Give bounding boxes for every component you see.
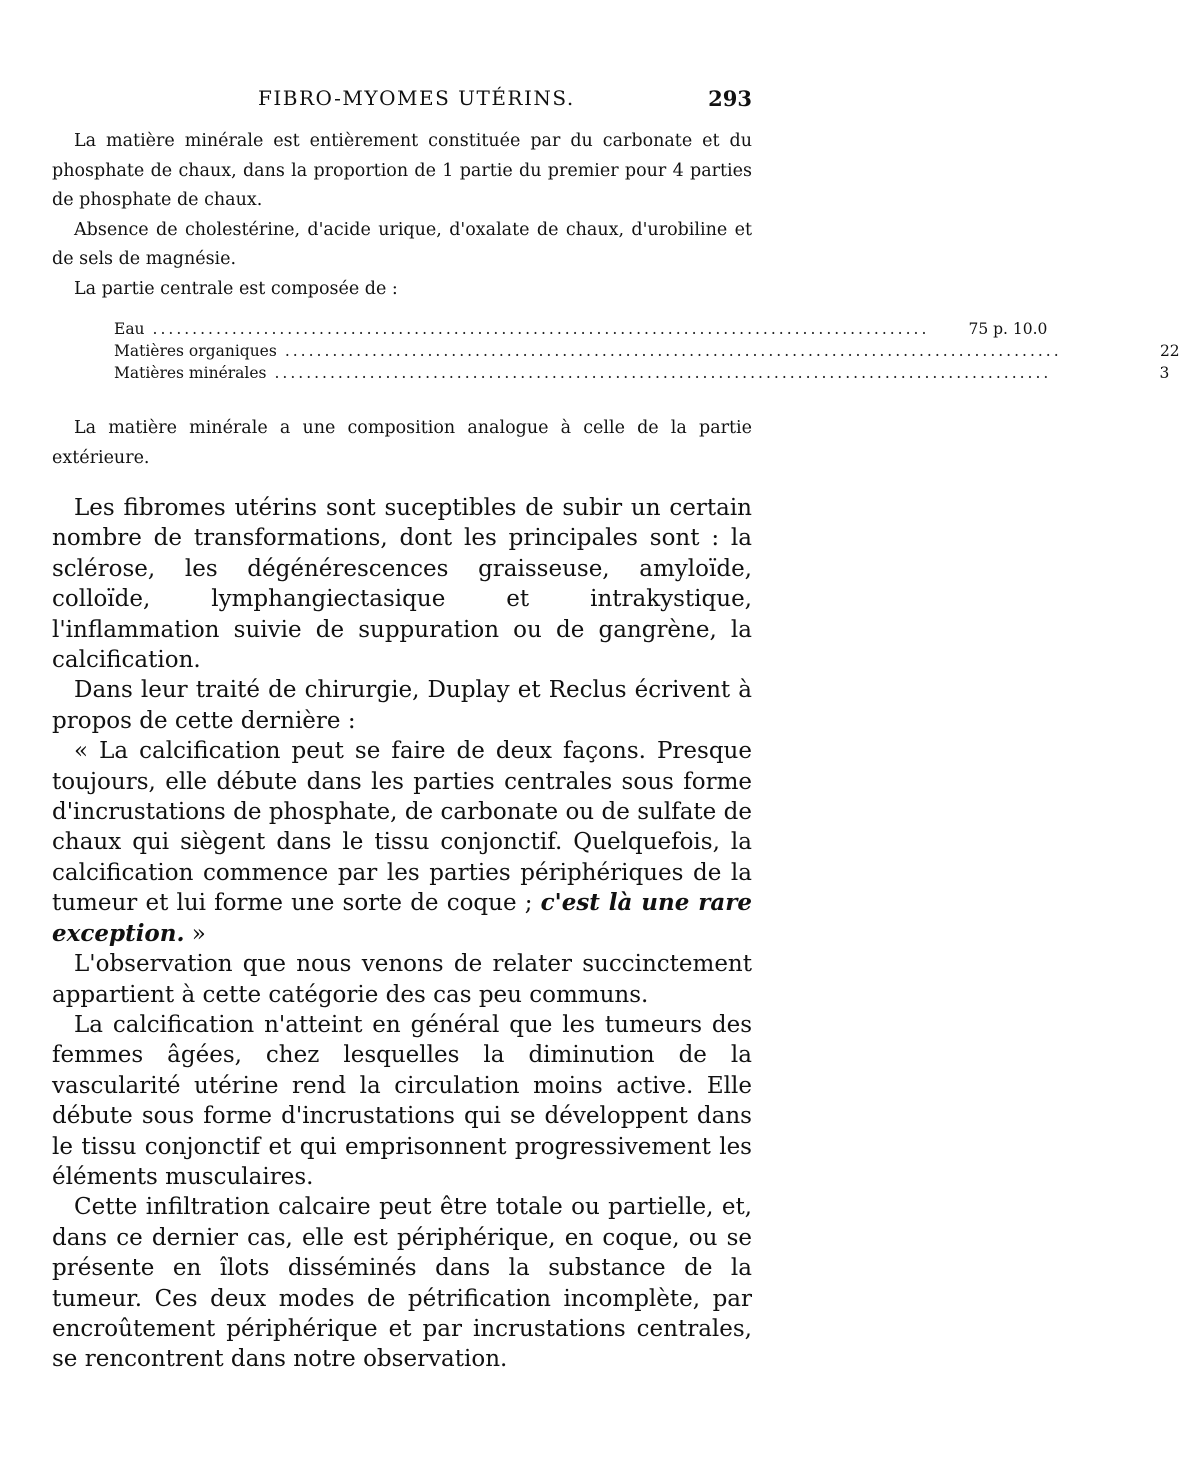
- paragraph-central-part: La partie centrale est composée de :: [74, 278, 398, 299]
- composition-value: 3: [1159, 364, 1170, 382]
- composition-label: Eau: [114, 320, 145, 338]
- composition-label: Matières minérales: [114, 364, 267, 382]
- composition-row: [114, 340, 1180, 362]
- paragraph-quotation: [52, 736, 752, 949]
- composition-row: [114, 362, 1170, 384]
- main-text: [52, 493, 752, 1375]
- paragraph-observation: L'observation que nous venons de relater succinctement appartient à cette catégorie des cas peu communs.: [52, 951, 752, 1008]
- composition-table: [114, 318, 1180, 384]
- paragraph-duplay-reclus: Dans leur traité de chirurgie, Duplay et Reclus écrivent à propos de cette dernière :: [52, 677, 752, 734]
- composition-value: 22: [1159, 342, 1180, 360]
- composition-value: 75 p. 10.0: [968, 320, 1048, 338]
- post-table-text: [52, 414, 752, 473]
- paragraph-transformations: Les fibromes utérins sont suceptibles de subir un certain nombre de transformations, dont les principales sont : la sclérose, les dégénérescences graisseuse, amyloïde, colloïde, lymphangiectasique et intrakystique, l'inflammation suivie de suppuration ou de gangrène, la calcification.: [52, 495, 752, 674]
- composition-row: [114, 318, 1048, 340]
- quotation-emphasis: c'est là une rare exception.: [52, 889, 752, 947]
- running-title: FIBRO-MYOMES UTÉRINS.: [258, 86, 575, 110]
- quotation-close: »: [184, 920, 206, 947]
- page-number: 293: [708, 86, 752, 111]
- dot-leader: ..................................................................................................: [152, 320, 930, 338]
- paragraph-calcification-age: La calcification n'atteint en général que les tumeurs des femmes âgées, chez lesquelles la diminution de la vascularité utérine rend la circulation moins active. Elle débute sous forme d'incrustations qui se développent dans le tissu conjonctif et qui emprisonnent progressivement les éléments musculaires.: [52, 1011, 752, 1190]
- paragraph-absence: Absence de cholestérine, d'acide urique, d'oxalate de chaux, d'urobiline et de sels de magnésie.: [52, 219, 752, 269]
- quotation-text: « La calcification peut se faire de deux façons. Presque toujours, elle débute dans les parties centrales sous forme d'incrustations de phosphate, de carbonate ou de sulfate de chaux qui siègent dans le tissu conjonctif. Quelquefois, la calcification commence par les parties périphériques de la tumeur et lui forme une sorte de coque ;: [52, 738, 752, 917]
- paragraph-infiltration: Cette infiltration calcaire peut être totale ou partielle, et, dans ce dernier cas, elle est périphérique, en coque, ou se présente en îlots disséminés dans la substance de la tumeur. Ces deux modes de pétrification incomplète, par encroûtement périphérique et par incrustations centrales, se rencontrent dans notre observation.: [52, 1194, 752, 1373]
- dot-leader: ..................................................................................................: [274, 364, 1052, 382]
- composition-label: Matières organiques: [114, 342, 277, 360]
- paragraph-analogous-composition: La matière minérale a une composition analogue à celle de la partie extérieure.: [52, 418, 752, 468]
- paragraph-mineral-matter: La matière minérale est entièrement constituée par du carbonate et du phosphate de chaux, dans la proportion de 1 partie du premier pour 4 parties de phosphate de chaux.: [52, 131, 752, 210]
- intro-text: [52, 127, 752, 304]
- running-header: [0, 86, 800, 116]
- dot-leader: ..................................................................................................: [284, 342, 1062, 360]
